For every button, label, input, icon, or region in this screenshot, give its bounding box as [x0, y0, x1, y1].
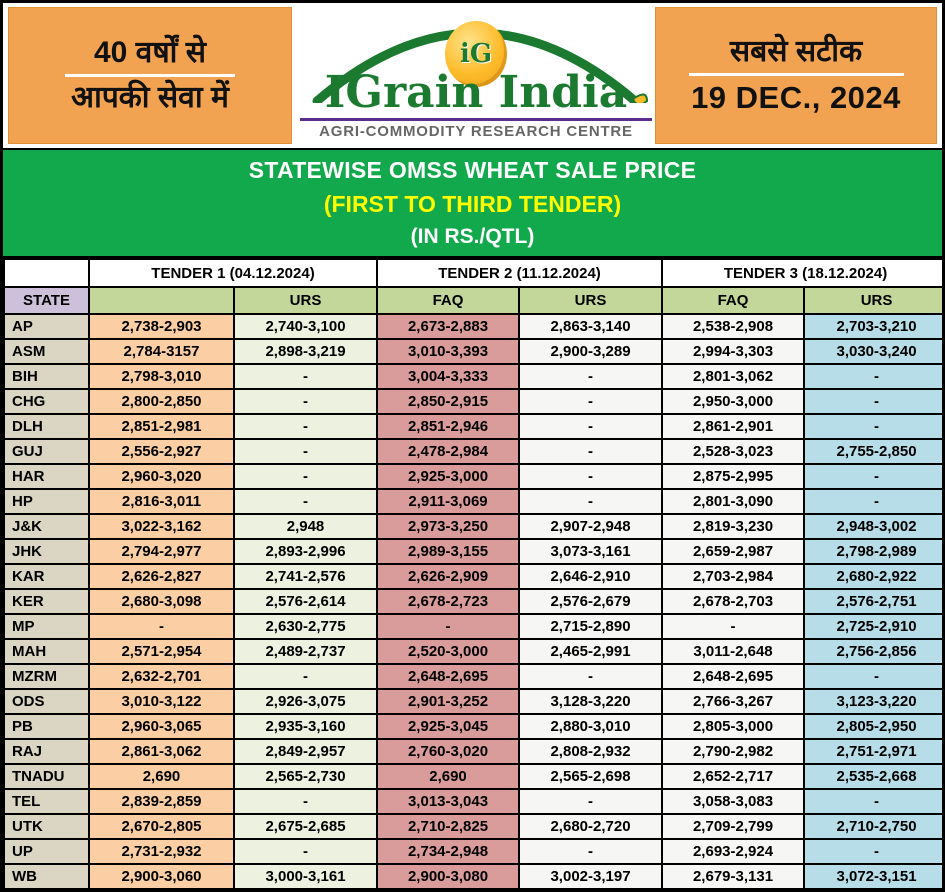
state-cell: JHK [4, 539, 89, 564]
state-cell: MZRM [4, 664, 89, 689]
table-row [4, 339, 945, 364]
price-cell: 3,010-3,122 [89, 689, 234, 714]
state-cell: HAR [4, 464, 89, 489]
price-cell: 2,626-2,827 [89, 564, 234, 589]
banner-title: STATEWISE OMSS WHEAT SALE PRICE [248, 157, 697, 183]
price-cell: - [89, 614, 234, 639]
table-row [4, 514, 945, 539]
price-cell: 3,058-3,083 [662, 789, 804, 814]
price-cell: 2,648-2,695 [377, 664, 519, 689]
table-subheader-row [4, 287, 945, 314]
right-date-box [655, 7, 937, 144]
table-row [4, 489, 945, 514]
price-cell: - [234, 489, 377, 514]
price-cell: 2,703-3,210 [804, 314, 945, 339]
subheader-urs-5: URS [804, 287, 945, 314]
price-cell: - [519, 839, 662, 864]
price-cell: 3,128-3,220 [519, 689, 662, 714]
tender-1-header: TENDER 1 (04.12.2024) [89, 259, 377, 287]
state-cell: TEL [4, 789, 89, 814]
price-cell: 3,030-3,240 [804, 339, 945, 364]
price-cell: - [234, 439, 377, 464]
price-cell: 2,839-2,859 [89, 789, 234, 814]
price-cell: 2,715-2,890 [519, 614, 662, 639]
price-cell: 2,725-2,910 [804, 614, 945, 639]
report-date: 19 DEC., 2024 [691, 80, 901, 116]
price-cell: 2,790-2,982 [662, 739, 804, 764]
price-cell: 2,800-2,850 [89, 389, 234, 414]
price-cell: 2,973-3,250 [377, 514, 519, 539]
price-cell: 2,898-3,219 [234, 339, 377, 364]
state-cell: MP [4, 614, 89, 639]
price-cell: 2,576-2,614 [234, 589, 377, 614]
price-cell: 2,755-2,850 [804, 439, 945, 464]
price-cell: 2,819-3,230 [662, 514, 804, 539]
table-row [4, 689, 945, 714]
subheader-urs-3: URS [519, 287, 662, 314]
table-row [4, 814, 945, 839]
price-cell: 2,907-2,948 [519, 514, 662, 539]
right-tagline: सबसे सटीक [729, 34, 863, 68]
price-cell: - [804, 489, 945, 514]
price-cell: - [234, 664, 377, 689]
price-cell: 2,801-3,062 [662, 364, 804, 389]
price-cell: - [519, 464, 662, 489]
table-row [4, 664, 945, 689]
price-cell: - [662, 614, 804, 639]
table-row [4, 714, 945, 739]
price-cell: 3,010-3,393 [377, 339, 519, 364]
price-cell: - [519, 439, 662, 464]
price-cell: 2,741-2,576 [234, 564, 377, 589]
price-cell: 2,756-2,856 [804, 639, 945, 664]
left-tagline-line1: 40 वर्षों से [93, 35, 207, 69]
state-cell: KAR [4, 564, 89, 589]
corner-cell [4, 259, 89, 287]
price-cell: 2,465-2,991 [519, 639, 662, 664]
subheader-blank [89, 287, 234, 314]
table-row [4, 764, 945, 789]
price-cell: - [804, 414, 945, 439]
state-cell: PB [4, 714, 89, 739]
table-row [4, 389, 945, 414]
state-cell: CHG [4, 389, 89, 414]
state-cell: AP [4, 314, 89, 339]
tender-2-header: TENDER 2 (11.12.2024) [377, 259, 662, 287]
logo-monogram: iG [459, 39, 493, 69]
price-cell: 2,632-2,701 [89, 664, 234, 689]
price-cell: 2,679-3,131 [662, 864, 804, 889]
price-cell: - [234, 789, 377, 814]
price-cell: 2,659-2,987 [662, 539, 804, 564]
price-cell: 2,734-2,948 [377, 839, 519, 864]
state-cell: HP [4, 489, 89, 514]
state-cell: J&K [4, 514, 89, 539]
tender-3-header: TENDER 3 (18.12.2024) [662, 259, 945, 287]
price-cell: 2,794-2,977 [89, 539, 234, 564]
price-cell: 2,690 [377, 764, 519, 789]
banner-subtitle: (FIRST TO THIRD TENDER) [323, 191, 622, 217]
left-tagline-divider [65, 74, 235, 77]
state-cell: TNADU [4, 764, 89, 789]
price-cell: - [377, 614, 519, 639]
price-cell: 2,925-3,045 [377, 714, 519, 739]
title-banner [3, 148, 942, 258]
price-cell: 2,740-3,100 [234, 314, 377, 339]
price-cell: 3,004-3,333 [377, 364, 519, 389]
price-cell: 2,805-2,950 [804, 714, 945, 739]
price-cell: 2,850-2,915 [377, 389, 519, 414]
price-cell: 2,675-2,685 [234, 814, 377, 839]
table-row [4, 364, 945, 389]
price-cell: 2,646-2,910 [519, 564, 662, 589]
price-cell: - [804, 664, 945, 689]
right-divider [689, 73, 904, 76]
price-cell: 2,900-3,289 [519, 339, 662, 364]
subheader-urs-1: URS [234, 287, 377, 314]
price-cell: 3,002-3,197 [519, 864, 662, 889]
price-cell: 2,880-3,010 [519, 714, 662, 739]
price-cell: 2,528-3,023 [662, 439, 804, 464]
price-cell: 3,073-3,161 [519, 539, 662, 564]
price-cell: 2,556-2,927 [89, 439, 234, 464]
table-row [4, 464, 945, 489]
price-cell: 2,478-2,984 [377, 439, 519, 464]
price-cell: 2,630-2,775 [234, 614, 377, 639]
table-row [4, 564, 945, 589]
price-cell: 2,576-2,679 [519, 589, 662, 614]
price-cell: 3,000-3,161 [234, 864, 377, 889]
price-cell: 2,648-2,695 [662, 664, 804, 689]
state-cell: ASM [4, 339, 89, 364]
price-cell: - [234, 839, 377, 864]
price-cell: 2,926-3,075 [234, 689, 377, 714]
state-cell: BIH [4, 364, 89, 389]
price-cell: 2,652-2,717 [662, 764, 804, 789]
price-cell: 2,766-3,267 [662, 689, 804, 714]
price-cell: 2,801-3,090 [662, 489, 804, 514]
table-row [4, 789, 945, 814]
price-table-body [4, 314, 945, 889]
table-row [4, 589, 945, 614]
price-cell: 2,738-2,903 [89, 314, 234, 339]
price-cell: 2,950-3,000 [662, 389, 804, 414]
price-cell: 2,680-2,922 [804, 564, 945, 589]
price-cell: 2,690 [89, 764, 234, 789]
table-row [4, 614, 945, 639]
table-row [4, 864, 945, 889]
price-cell: 2,535-2,668 [804, 764, 945, 789]
logo-name: IGrain India [324, 67, 628, 118]
price-cell: - [519, 389, 662, 414]
state-cell: UTK [4, 814, 89, 839]
state-column-header: STATE [4, 287, 89, 314]
price-cell: 2,710-2,825 [377, 814, 519, 839]
price-cell: 2,863-3,140 [519, 314, 662, 339]
price-cell: 2,925-3,000 [377, 464, 519, 489]
price-cell: - [804, 364, 945, 389]
price-cell: 2,709-2,799 [662, 814, 804, 839]
state-cell: GUJ [4, 439, 89, 464]
branded-header [3, 3, 942, 148]
price-cell: - [804, 789, 945, 814]
logo-subtitle: AGRI-COMMODITY RESEARCH CENTRE [319, 123, 633, 140]
price-cell: 2,851-2,946 [377, 414, 519, 439]
price-cell: 2,798-2,989 [804, 539, 945, 564]
price-cell: 2,875-2,995 [662, 464, 804, 489]
state-cell: DLH [4, 414, 89, 439]
state-cell: KER [4, 589, 89, 614]
igrain-logo [295, 3, 657, 148]
tender-header-row [4, 259, 945, 287]
state-cell: ODS [4, 689, 89, 714]
price-cell: - [804, 464, 945, 489]
price-cell: 2,900-3,060 [89, 864, 234, 889]
price-cell: 2,808-2,932 [519, 739, 662, 764]
price-cell: 2,703-2,984 [662, 564, 804, 589]
price-cell: 2,678-2,723 [377, 589, 519, 614]
price-cell: 2,861-2,901 [662, 414, 804, 439]
price-cell: 2,851-2,981 [89, 414, 234, 439]
price-cell: 3,022-3,162 [89, 514, 234, 539]
price-cell: 3,013-3,043 [377, 789, 519, 814]
table-row [4, 639, 945, 664]
banner-unit: (IN RS./QTL) [410, 225, 535, 248]
price-cell: - [519, 789, 662, 814]
price-cell: 2,989-3,155 [377, 539, 519, 564]
price-cell: 2,805-3,000 [662, 714, 804, 739]
table-row [4, 439, 945, 464]
price-cell: 2,520-3,000 [377, 639, 519, 664]
price-cell: 2,680-3,098 [89, 589, 234, 614]
price-cell: - [519, 414, 662, 439]
price-cell: 2,935-3,160 [234, 714, 377, 739]
price-cell: - [519, 664, 662, 689]
price-cell: 2,626-2,909 [377, 564, 519, 589]
price-cell: 2,678-2,703 [662, 589, 804, 614]
price-cell: 2,670-2,805 [89, 814, 234, 839]
price-cell: 2,816-3,011 [89, 489, 234, 514]
price-cell: 2,784-3157 [89, 339, 234, 364]
price-cell: - [234, 389, 377, 414]
price-cell: - [519, 364, 662, 389]
price-cell: 2,948-3,002 [804, 514, 945, 539]
state-cell: WB [4, 864, 89, 889]
state-cell: MAH [4, 639, 89, 664]
price-cell: - [234, 364, 377, 389]
logo-underline [300, 118, 652, 121]
price-cell: 2,901-3,252 [377, 689, 519, 714]
price-cell: 2,751-2,971 [804, 739, 945, 764]
price-cell: 3,123-3,220 [804, 689, 945, 714]
table-row [4, 314, 945, 339]
price-cell: 2,731-2,932 [89, 839, 234, 864]
price-cell: 2,489-2,737 [234, 639, 377, 664]
price-cell: 2,571-2,954 [89, 639, 234, 664]
left-tagline-line2: आपकी सेवा में [71, 81, 229, 114]
table-row [4, 539, 945, 564]
price-cell: - [519, 489, 662, 514]
table-row [4, 839, 945, 864]
price-cell: 3,011-2,648 [662, 639, 804, 664]
price-cell: 2,760-3,020 [377, 739, 519, 764]
price-cell: 2,960-3,065 [89, 714, 234, 739]
price-cell: 2,565-2,730 [234, 764, 377, 789]
price-cell: 2,900-3,080 [377, 864, 519, 889]
left-tagline-box [8, 7, 292, 144]
price-cell: 2,861-3,062 [89, 739, 234, 764]
price-cell: 2,680-2,720 [519, 814, 662, 839]
price-cell: 2,565-2,698 [519, 764, 662, 789]
price-table [3, 258, 945, 890]
subheader-faq-4: FAQ [662, 287, 804, 314]
price-cell: 2,849-2,957 [234, 739, 377, 764]
price-cell: 2,948 [234, 514, 377, 539]
price-cell: - [234, 414, 377, 439]
price-cell: - [804, 839, 945, 864]
table-row [4, 739, 945, 764]
price-cell: - [804, 389, 945, 414]
subheader-faq-2: FAQ [377, 287, 519, 314]
price-cell: 2,994-3,303 [662, 339, 804, 364]
price-cell: 2,693-2,924 [662, 839, 804, 864]
price-cell: 2,673-2,883 [377, 314, 519, 339]
state-cell: UP [4, 839, 89, 864]
price-cell: 3,072-3,151 [804, 864, 945, 889]
state-cell: RAJ [4, 739, 89, 764]
price-cell: 2,538-2,908 [662, 314, 804, 339]
price-cell: 2,911-3,069 [377, 489, 519, 514]
price-cell: 2,893-2,996 [234, 539, 377, 564]
price-cell: 2,960-3,020 [89, 464, 234, 489]
price-cell: 2,710-2,750 [804, 814, 945, 839]
price-cell: - [234, 464, 377, 489]
price-cell: 2,798-3,010 [89, 364, 234, 389]
price-cell: 2,576-2,751 [804, 589, 945, 614]
table-row [4, 414, 945, 439]
